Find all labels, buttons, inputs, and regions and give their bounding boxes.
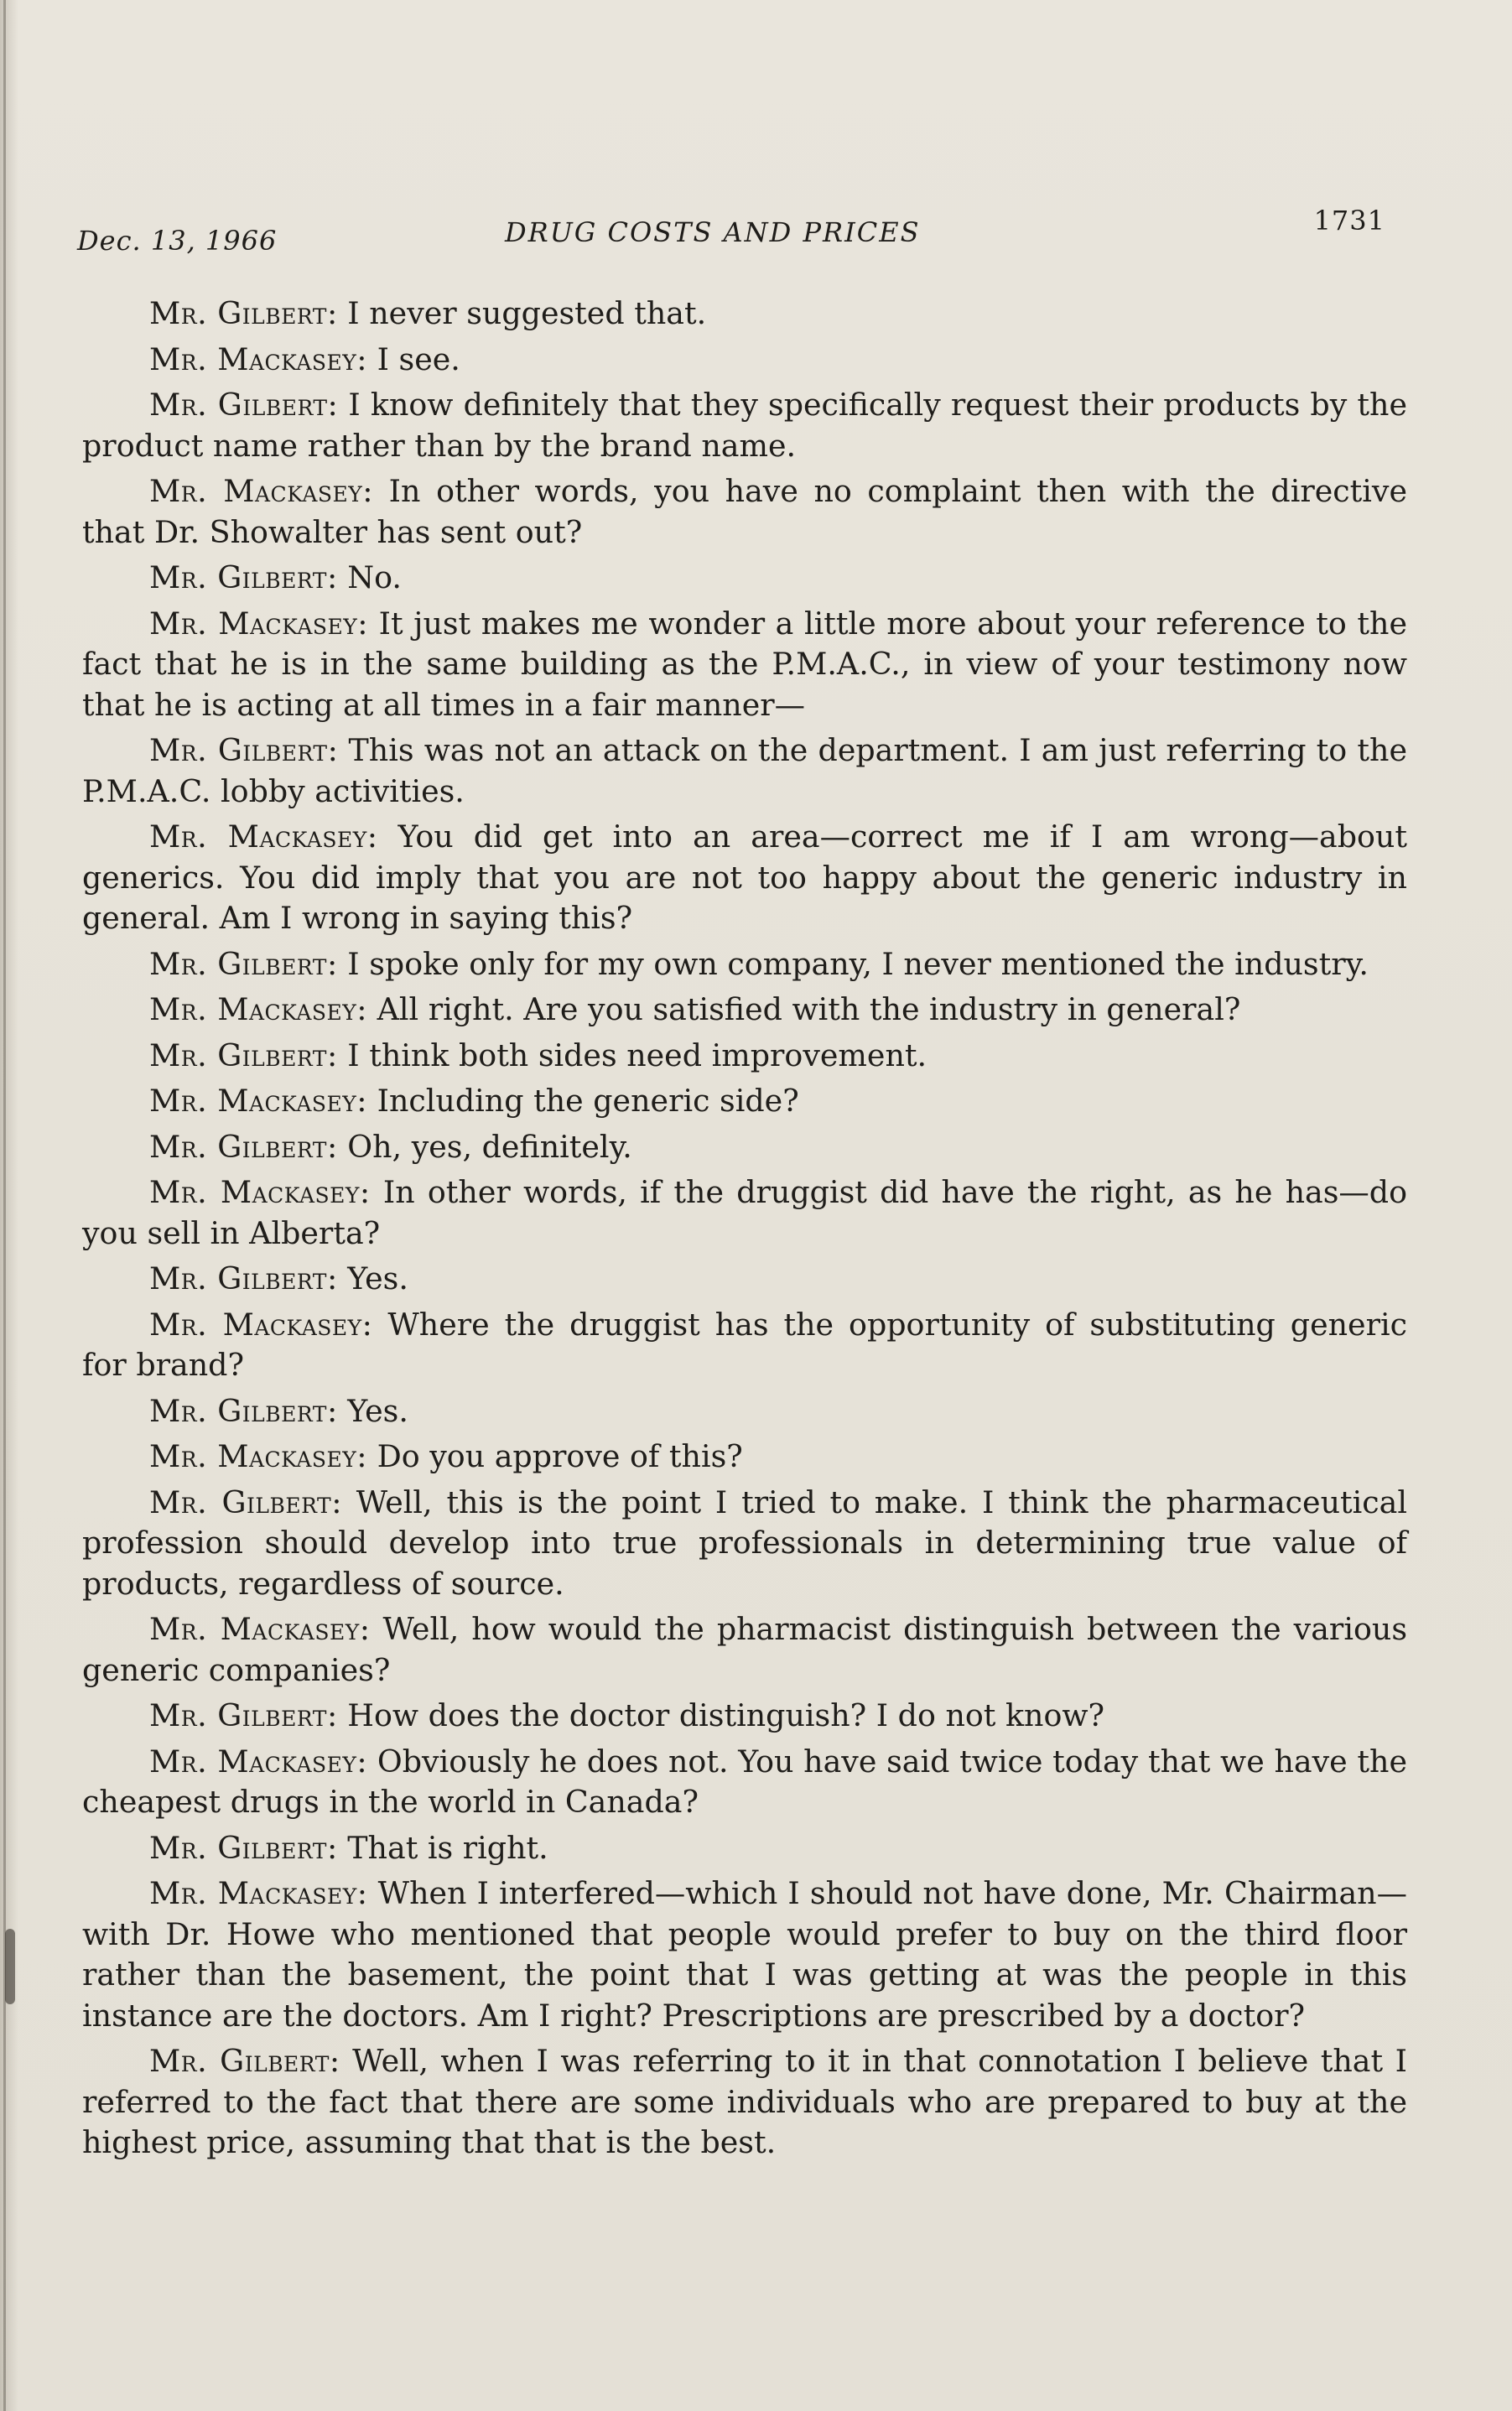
paragraph-text: Yes.: [337, 1392, 408, 1429]
paragraph-text: Including the generic side?: [367, 1083, 799, 1119]
paragraph-text: I know definitely that they specifically request their products by the product name rather than by the brand name.: [82, 387, 1407, 464]
transcript-paragraph: [82, 1036, 1407, 1077]
paragraph-text: I never suggested that.: [337, 295, 707, 331]
transcript-paragraph: [82, 1696, 1407, 1737]
transcript-paragraph: [82, 1483, 1407, 1605]
paragraph-text: In other words, you have no complaint then with the directive that Dr. Showalter has sent out?: [82, 473, 1407, 550]
speaker-name: Mr. Gilbert:: [149, 1697, 338, 1733]
speaker-name: Mr. Mackasey:: [149, 1306, 373, 1343]
paragraph-text: You did get into an area—correct me if I am wrong—about generics. You did imply that you are not too happy about the generic industry in general. Am I wrong in saying this?: [82, 818, 1407, 936]
transcript-paragraph: [82, 730, 1407, 812]
speaker-name: Mr. Gilbert:: [149, 2043, 340, 2079]
transcript-paragraph: [82, 1172, 1407, 1254]
paragraph-text: I see.: [367, 340, 460, 377]
paragraph-text: This was not an attack on the department. I am just referring to the P.M.A.C. lobby activities.: [82, 732, 1407, 809]
page-number: 1731: [1313, 205, 1385, 236]
speaker-name: Mr. Mackasey:: [149, 1611, 371, 1647]
paragraph-text: All right. Are you satisfied with the industry in general?: [367, 991, 1241, 1027]
speaker-name: Mr. Gilbert:: [149, 945, 338, 982]
transcript-paragraph: [82, 817, 1407, 939]
transcript-paragraph: [82, 1081, 1407, 1122]
speaker-name: Mr. Mackasey:: [149, 1438, 368, 1474]
header-title: DRUG COSTS AND PRICES: [505, 216, 921, 248]
speaker-name: Mr. Mackasey:: [149, 1743, 368, 1780]
speaker-name: Mr. Gilbert:: [149, 387, 339, 423]
paragraph-text: Obviously he does not. You have said twice today that we have the cheapest drugs in the world in Canada?: [82, 1743, 1407, 1820]
paragraph-text: That is right.: [337, 1829, 548, 1866]
transcript-paragraph: [82, 990, 1407, 1031]
transcript-paragraph: [82, 1391, 1407, 1432]
paragraph-text: How does the doctor distinguish? I do not know?: [337, 1697, 1105, 1733]
paragraph-text: Well, how would the pharmacist distinguish between the various generic companies?: [82, 1611, 1407, 1688]
transcript-paragraph: [82, 944, 1407, 985]
transcript-paragraph: [82, 1259, 1407, 1300]
running-header: [77, 205, 1385, 267]
transcript-paragraph: [82, 340, 1407, 381]
paragraph-text: I think both sides need improvement.: [337, 1037, 927, 1073]
speaker-name: Mr. Gilbert:: [149, 732, 339, 768]
speaker-name: Mr. Gilbert:: [149, 1392, 338, 1429]
paragraph-text: Oh, yes, definitely.: [337, 1128, 632, 1165]
transcript-paragraph: [82, 604, 1407, 726]
paragraph-text: When I interfered—which I should not have done, Mr. Chairman—with Dr. Howe who mentioned that people would prefer to buy on the third floor rather than the basement, the point that I was getting at was the people in this instance are the doctors. Am I right? Prescriptions are prescribed by a doctor?: [82, 1875, 1407, 2034]
transcript-paragraph: [82, 385, 1407, 466]
speaker-name: Mr. Gilbert:: [149, 1037, 338, 1073]
transcript-paragraph: [82, 1437, 1407, 1478]
speaker-name: Mr. Mackasey:: [149, 991, 368, 1027]
speaker-name: Mr. Gilbert:: [149, 1128, 338, 1165]
transcript-paragraph: [82, 558, 1407, 599]
transcript-paragraph: [82, 2041, 1407, 2164]
transcript-body: [82, 294, 1407, 2169]
binding-edge: [3, 0, 6, 2411]
paragraph-text: Well, when I was referring to it in that connotation I believe that I referred to the fact that there are some individuals who are prepared to buy at the highest price, assuming that that is the best.: [82, 2043, 1407, 2160]
transcript-paragraph: [82, 1127, 1407, 1168]
transcript-paragraph: [82, 1742, 1407, 1823]
speaker-name: Mr. Gilbert:: [149, 1829, 338, 1866]
paragraph-text: Yes.: [337, 1260, 408, 1296]
speaker-name: Mr. Gilbert:: [149, 559, 338, 595]
speaker-name: Mr. Mackasey:: [149, 473, 374, 509]
speaker-name: Mr. Mackasey:: [149, 1875, 368, 1911]
speaker-name: Mr. Mackasey:: [149, 605, 369, 642]
transcript-paragraph: [82, 471, 1407, 553]
header-date: Dec. 13, 1966: [77, 225, 278, 257]
binding-mark: [5, 1929, 15, 2004]
paragraph-text: Where the druggist has the opportunity of substituting generic for brand?: [82, 1306, 1407, 1383]
transcript-paragraph: [82, 1873, 1407, 2036]
speaker-name: Mr. Gilbert:: [149, 1260, 338, 1296]
speaker-name: Mr. Gilbert:: [149, 295, 338, 331]
paragraph-text: Well, this is the point I tried to make. I think the pharmaceutical profession should develop into true professionals in determining true value of products, regardless of source.: [82, 1483, 1407, 1602]
paragraph-text: Do you approve of this?: [367, 1438, 743, 1474]
transcript-paragraph: [82, 294, 1407, 335]
speaker-name: Mr. Mackasey:: [149, 340, 368, 377]
speaker-name: Mr. Mackasey:: [149, 1083, 368, 1119]
paragraph-text: I spoke only for my own company, I never mentioned the industry.: [337, 945, 1369, 982]
paragraph-text: It just makes me wonder a little more about your reference to the fact that he is in the same building as the P.M.A.C., in view of your testimony now that he is acting at all times in a fair manner—: [82, 605, 1407, 723]
speaker-name: Mr. Gilbert:: [149, 1483, 342, 1520]
paragraph-text: In other words, if the druggist did have the right, as he has—do you sell in Alberta?: [82, 1174, 1407, 1251]
transcript-paragraph: [82, 1609, 1407, 1691]
transcript-paragraph: [82, 1828, 1407, 1869]
paragraph-text: No.: [337, 559, 402, 595]
speaker-name: Mr. Mackasey:: [149, 818, 378, 855]
transcript-paragraph: [82, 1305, 1407, 1386]
speaker-name: Mr. Mackasey:: [149, 1174, 371, 1210]
